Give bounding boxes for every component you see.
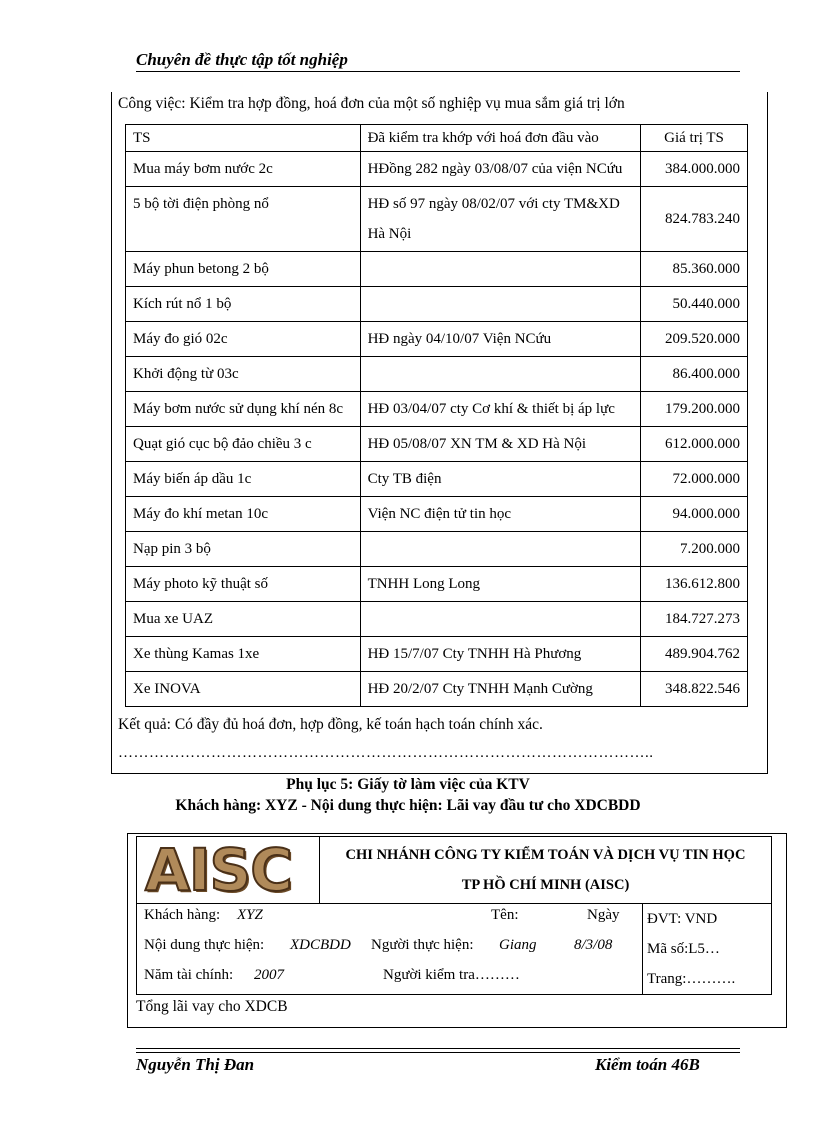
table-row [126,427,748,462]
asset-table-header [126,125,748,152]
table-row [126,322,748,357]
table-row [126,392,748,427]
asset-name-cell: Máy đo gió 02c [126,322,361,357]
asset-value-cell: 612.000.000 [641,427,748,462]
invoice-cell [360,287,640,322]
invoice-cell: HĐ 05/08/07 XN TM & XD Hà Nội [360,427,640,462]
invoice-cell [360,602,640,637]
asset-value-cell: 94.000.000 [641,497,748,532]
asset-value-cell: 824.783.240 [641,187,748,252]
asset-name-cell: Mua xe UAZ [126,602,361,637]
task-description: Công việc: Kiểm tra hợp đồng, hoá đơn của một số nghiệp vụ mua sắm giá trị lớn [118,95,625,112]
asset-name-cell: Máy bơm nước sử dụng khí nén 8c [126,392,361,427]
total-interest-label: Tổng lãi vay cho XDCB [136,998,288,1015]
table-row [126,152,748,187]
asset-name-cell: Xe INOVA [126,672,361,707]
asset-name-cell: Khởi động từ 03c [126,357,361,392]
year-label: Năm tài chính: [144,967,234,983]
aisc-logo: AISC [145,836,292,904]
table-row [126,357,748,392]
year-value: 2007 [254,967,284,983]
asset-value-cell: 85.360.000 [641,252,748,287]
date-label: Ngày [587,907,620,923]
asset-value-cell: 384.000.000 [641,152,748,187]
asset-value-cell: 179.200.000 [641,392,748,427]
invoice-cell [360,532,640,567]
content-value: XDCBDD [290,937,351,953]
invoice-cell: HĐ ngày 04/10/07 Viện NCứu [360,322,640,357]
performer-value: Giang [499,937,537,953]
unit-label: ĐVT: VND [647,911,718,927]
footer-rule [136,1048,740,1049]
asset-name-cell: Máy đo khí metan 10c [126,497,361,532]
invoice-cell: Cty TB điện [360,462,640,497]
asset-name-cell: 5 bộ tời điện phòng nổ [126,187,361,252]
asset-name-cell: Xe thùng Kamas 1xe [126,637,361,672]
invoice-cell: HĐ 20/2/07 Cty TNHH Mạnh Cường [360,672,640,707]
asset-name-cell: Máy photo kỹ thuật số [126,567,361,602]
logo-cell [137,837,320,904]
invoice-cell: HĐ số 97 ngày 08/02/07 với cty TM&XD Hà Nội [360,187,640,252]
table-row [126,637,748,672]
table-row [126,462,748,497]
asset-name-cell: Kích rút nổ 1 bộ [126,287,361,322]
asset-name-cell: Nạp pin 3 bộ [126,532,361,567]
table-row [126,187,748,252]
asset-value-cell: 184.727.273 [641,602,748,637]
table-row [126,287,748,322]
invoice-cell: HĐ 03/04/07 cty Cơ khí & thiết bị áp lực [360,392,640,427]
invoice-cell: HĐồng 282 ngày 03/08/07 của viện NCứu [360,152,640,187]
form-info-cell [137,904,643,995]
dotted-line: ………………………………………………………………………………………….. [118,745,654,761]
asset-table [125,124,748,707]
invoice-cell [360,357,640,392]
company-line-2: TP HỒ CHÍ MINH (AISC) [461,877,630,893]
name-label: Tên: [491,907,519,923]
table-row [126,672,748,707]
reviewer-label: Người kiểm tra……… [383,967,520,983]
client-value: XYZ [237,907,263,923]
company-name [320,837,772,904]
invoice-cell [360,252,640,287]
header-rule [136,71,740,72]
company-line-1: CHI NHÁNH CÔNG TY KIỂM TOÁN VÀ DỊCH VỤ TIN HỌC [345,847,746,863]
asset-value-cell: 348.822.546 [641,672,748,707]
asset-name-cell: Mua máy bơm nước 2c [126,152,361,187]
asset-value-cell: 7.200.000 [641,532,748,567]
appendix-title: Phụ lục 5: Giấy tờ làm việc của KTV [286,776,530,793]
table-row [126,567,748,602]
invoice-cell: Viện NC điện tử tin học [360,497,640,532]
footer-author: Nguyễn Thị Đan [136,1055,255,1074]
date-value: 8/3/08 [574,937,613,953]
asset-name-cell: Máy phun betong 2 bộ [126,252,361,287]
table-row [126,532,748,567]
asset-name-cell: Quạt gió cục bộ đảo chiều 3 c [126,427,361,462]
invoice-cell: TNHH Long Long [360,567,640,602]
asset-value-cell: 50.440.000 [641,287,748,322]
footer-rule-2 [136,1052,740,1053]
table-row [126,497,748,532]
column-header: Đã kiểm tra khớp với hoá đơn đầu vào [360,125,640,152]
working-paper-form [136,836,772,995]
invoice-cell: HĐ 15/7/07 Cty TNHH Hà Phương [360,637,640,672]
table-row [126,252,748,287]
column-header: TS [126,125,361,152]
asset-value-cell: 209.520.000 [641,322,748,357]
result-text: Kết quả: Có đầy đủ hoá đơn, hợp đồng, kế toán hạch toán chính xác. [118,716,543,733]
footer-class: Kiểm toán 46B [595,1055,700,1074]
page-label: Trang:………. [647,971,736,987]
performer-label: Người thực hiện: [371,937,474,953]
asset-value-cell: 86.400.000 [641,357,748,392]
code-label: Mã số:L5… [647,941,720,957]
asset-value-cell: 72.000.000 [641,462,748,497]
content-label: Nội dung thực hiện: [144,937,265,953]
asset-name-cell: Máy biến áp dầu 1c [126,462,361,497]
table-row [126,602,748,637]
asset-value-cell: 136.612.800 [641,567,748,602]
client-label: Khách hàng: [144,907,221,923]
asset-value-cell: 489.904.762 [641,637,748,672]
column-header: Giá trị TS [641,125,748,152]
form-ref-cell [643,904,772,995]
page-header-title: Chuyên đề thực tập tốt nghiệp [136,50,348,69]
appendix-subtitle: Khách hàng: XYZ - Nội dung thực hiện: Lãi vay đầu tư cho XDCBDD [175,797,641,814]
